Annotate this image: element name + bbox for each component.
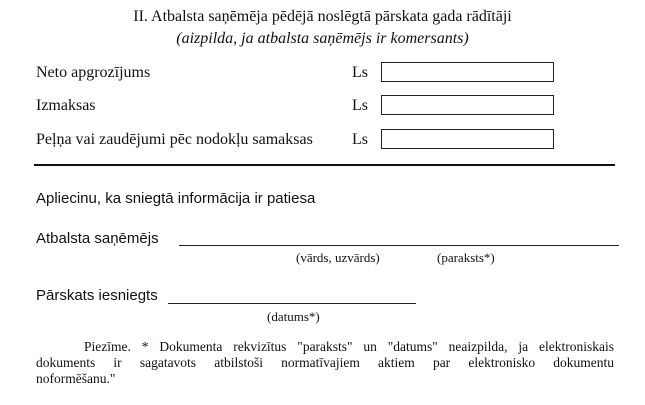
profit-loss-unit: Ls (352, 131, 368, 148)
profit-loss-label: Peļņa vai zaudējumi pēc nodokļu samaksas (36, 131, 313, 148)
section-subtitle: (aizpilda, ja atbalsta saņēmējs ir komersants) (176, 30, 469, 47)
net-turnover-field[interactable] (381, 62, 554, 82)
name-hint: (vārds, uzvārds) (296, 250, 380, 265)
recipient-label: Atbalsta saņēmējs (36, 230, 159, 247)
submitted-date-line[interactable] (168, 303, 416, 304)
submitted-label: Pārskats iesniegts (36, 287, 158, 304)
section-divider (34, 164, 615, 166)
footnote-line: noformēšanu." (36, 371, 116, 386)
date-hint: (datums*) (267, 309, 320, 324)
net-turnover-unit: Ls (352, 64, 368, 81)
certification-statement: Apliecinu, ka sniegtā informācija ir patiesa (36, 190, 316, 207)
profit-loss-field[interactable] (381, 129, 554, 149)
expenses-label: Izmaksas (36, 97, 96, 114)
signature-hint: (paraksts*) (437, 250, 495, 265)
expenses-field[interactable] (381, 95, 554, 115)
net-turnover-label: Neto apgrozījums (36, 64, 151, 81)
footnote-line: dokuments ir sagatavots atbilstoši normatīvajiem aktiem par elektronisko dokumentu (36, 355, 614, 370)
recipient-signature-line[interactable] (179, 245, 619, 246)
footnote-line: Piezīme. * Dokumenta rekvizītus "paraksts" un "datums" neaizpilda, ja elektroniskais (84, 339, 614, 354)
section-title: II. Atbalsta saņēmēja pēdējā noslēgtā pārskata gada rādītāji (133, 8, 512, 25)
footnote (36, 339, 614, 387)
expenses-unit: Ls (352, 97, 368, 114)
